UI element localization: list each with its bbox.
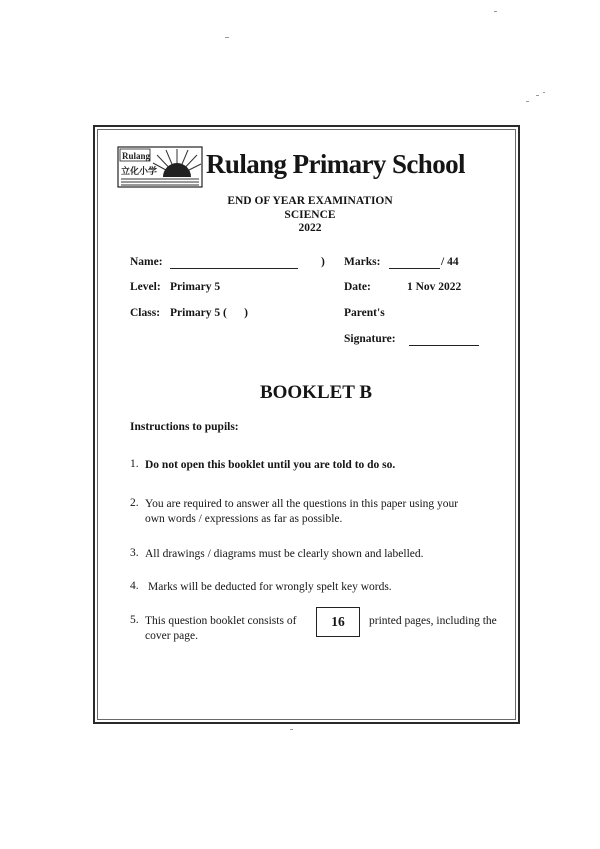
marks-total: / 44 <box>441 256 459 268</box>
logo-chinese-text: 立化小学 <box>121 167 158 177</box>
instruction-text: printed pages, including the <box>369 615 497 627</box>
instruction-number: 5. <box>130 614 139 626</box>
class-value: Primary 5 ( ) <box>170 307 248 319</box>
instruction-number: 1. <box>130 458 139 470</box>
date-label: Date: <box>344 281 371 293</box>
instructions-title: Instructions to pupils: <box>130 421 239 433</box>
pages-count-box: 16 <box>316 607 360 637</box>
instruction-number: 4. <box>130 580 139 592</box>
logo-text: Rulang <box>122 151 151 161</box>
instruction-text: All drawings / diagrams must be clearly shown and labelled. <box>145 548 424 560</box>
booklet-title: BOOKLET B <box>259 382 373 403</box>
signature-label: Signature: <box>344 333 396 345</box>
instruction-text: Do not open this booklet until you are told to do so. <box>145 459 396 471</box>
instruction-text: You are required to answer all the questions in this paper using your <box>145 498 459 510</box>
name-field[interactable] <box>170 268 298 269</box>
exam-subject: SCIENCE <box>284 209 336 221</box>
class-label: Class: <box>130 307 161 319</box>
marks-label: Marks: <box>344 256 381 268</box>
instruction-text: Marks will be deducted for wrongly spelt key words. <box>148 581 392 593</box>
exam-year: 2022 <box>298 222 322 234</box>
exam-title: END OF YEAR EXAMINATION <box>227 195 393 207</box>
name-close-bracket: ) <box>321 256 325 268</box>
school-name: Rulang Primary School <box>206 149 465 179</box>
instruction-text: This question booklet consists of <box>145 615 297 627</box>
parent-label: Parent's <box>344 307 385 319</box>
instruction-text: own words / expressions as far as possible. <box>145 513 343 525</box>
instruction-text: cover page. <box>145 630 198 642</box>
date-value: 1 Nov 2022 <box>407 281 462 293</box>
level-label: Level: <box>130 281 161 293</box>
level-value: Primary 5 <box>170 281 221 293</box>
marks-field[interactable] <box>389 268 440 269</box>
signature-field[interactable] <box>409 345 479 346</box>
instruction-number: 2. <box>130 497 139 509</box>
instruction-number: 3. <box>130 547 139 559</box>
school-logo <box>117 146 203 188</box>
name-label: Name: <box>130 256 163 268</box>
